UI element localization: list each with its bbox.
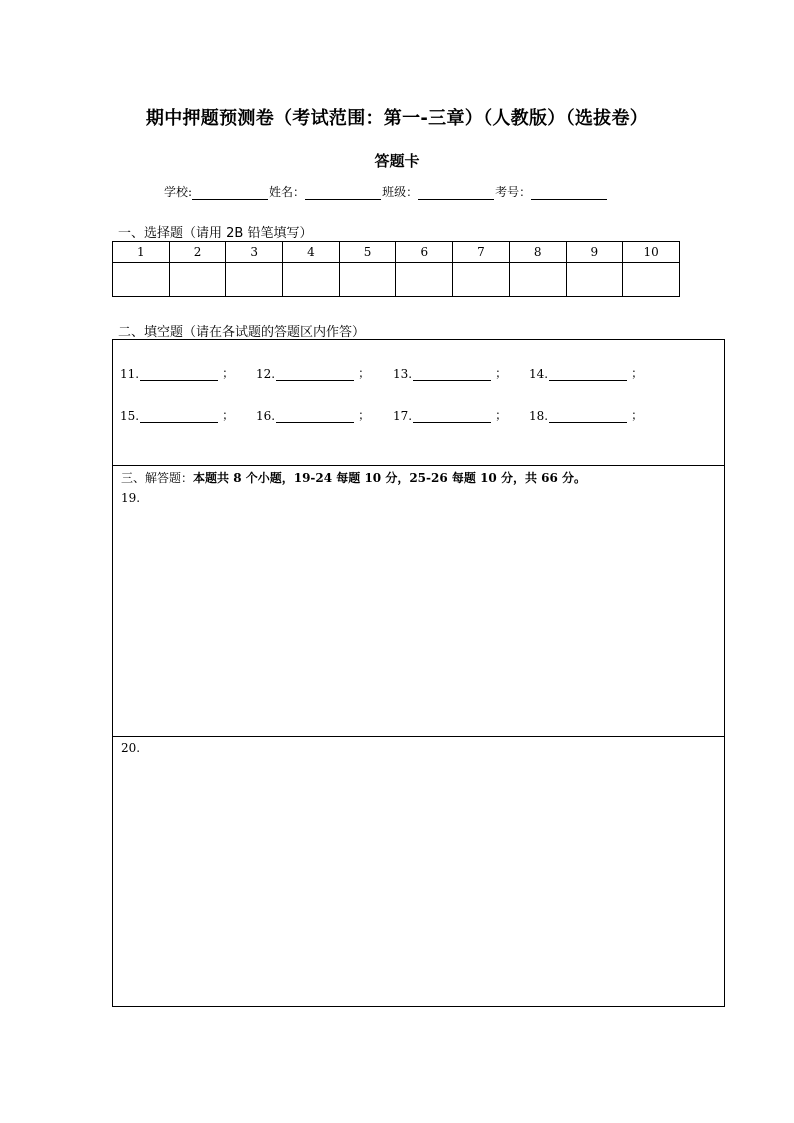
answer-box-19[interactable] xyxy=(112,465,725,737)
section3-heading: 三、解答题：本题共 8 个小题，19-24 每题 10 分，25-26 每题 10 分，共 66 分。 xyxy=(121,471,586,485)
choice-number: 1 xyxy=(113,242,170,263)
class-field[interactable] xyxy=(418,186,494,200)
choice-number: 3 xyxy=(226,242,283,263)
school-field[interactable] xyxy=(192,186,268,200)
choice-number: 2 xyxy=(169,242,226,263)
answer-blank[interactable] xyxy=(413,410,491,423)
fill-in-answer-box xyxy=(112,339,725,466)
choice-number: 5 xyxy=(339,242,396,263)
choice-answer-cell[interactable] xyxy=(169,263,226,297)
class-label: 班级： xyxy=(382,185,419,199)
fill-item-16: 16. ； xyxy=(256,408,371,423)
fill-item-11: 11. ； xyxy=(120,366,235,381)
choice-answer-cell[interactable] xyxy=(339,263,396,297)
choice-answer-cell[interactable] xyxy=(623,263,680,297)
choice-answer-cell[interactable] xyxy=(113,263,170,297)
exam-number-label: 考号： xyxy=(495,185,532,199)
answer-box-20[interactable] xyxy=(112,736,725,1007)
answer-blank[interactable] xyxy=(140,410,218,423)
name-label: 姓名： xyxy=(269,185,306,199)
answer-blank[interactable] xyxy=(549,368,627,381)
answer-blank[interactable] xyxy=(140,368,218,381)
choice-answer-cell[interactable] xyxy=(509,263,566,297)
choice-number: 8 xyxy=(509,242,566,263)
student-info-row xyxy=(164,183,608,200)
choice-answer-cell[interactable] xyxy=(396,263,453,297)
page-title: 期中押题预测卷（考试范围：第一-三章）（人教版）（选拔卷） xyxy=(145,108,649,129)
choice-answer-table xyxy=(112,241,680,297)
choice-answer-row xyxy=(113,263,680,297)
choice-number-row xyxy=(113,242,680,263)
answer-card-subtitle: 答题卡 xyxy=(374,152,420,170)
choice-number: 10 xyxy=(623,242,680,263)
fill-item-14: 14. ； xyxy=(529,366,644,381)
fill-item-18: 18. ； xyxy=(529,408,644,423)
answer-blank[interactable] xyxy=(276,368,354,381)
fill-item-17: 17. ； xyxy=(393,408,508,423)
name-field[interactable] xyxy=(305,186,381,200)
answer-blank[interactable] xyxy=(276,410,354,423)
question-19-number: 19. xyxy=(121,491,141,505)
exam-number-field[interactable] xyxy=(531,186,607,200)
choice-answer-cell[interactable] xyxy=(283,263,340,297)
choice-number: 6 xyxy=(396,242,453,263)
fill-item-12: 12. ； xyxy=(256,366,371,381)
school-label: 学校: xyxy=(164,185,193,199)
section1-heading: 一、选择题（请用 2B 铅笔填写） xyxy=(118,226,313,241)
choice-number: 4 xyxy=(283,242,340,263)
section2-heading: 二、填空题（请在各试题的答题区内作答） xyxy=(118,325,366,340)
question-20-number: 20. xyxy=(121,741,141,755)
choice-answer-cell[interactable] xyxy=(453,263,510,297)
choice-answer-cell[interactable] xyxy=(226,263,283,297)
answer-blank[interactable] xyxy=(549,410,627,423)
answer-blank[interactable] xyxy=(413,368,491,381)
choice-answer-cell[interactable] xyxy=(566,263,623,297)
fill-item-15: 15. ； xyxy=(120,408,235,423)
choice-number: 7 xyxy=(453,242,510,263)
choice-number: 9 xyxy=(566,242,623,263)
fill-item-13: 13. ； xyxy=(393,366,508,381)
